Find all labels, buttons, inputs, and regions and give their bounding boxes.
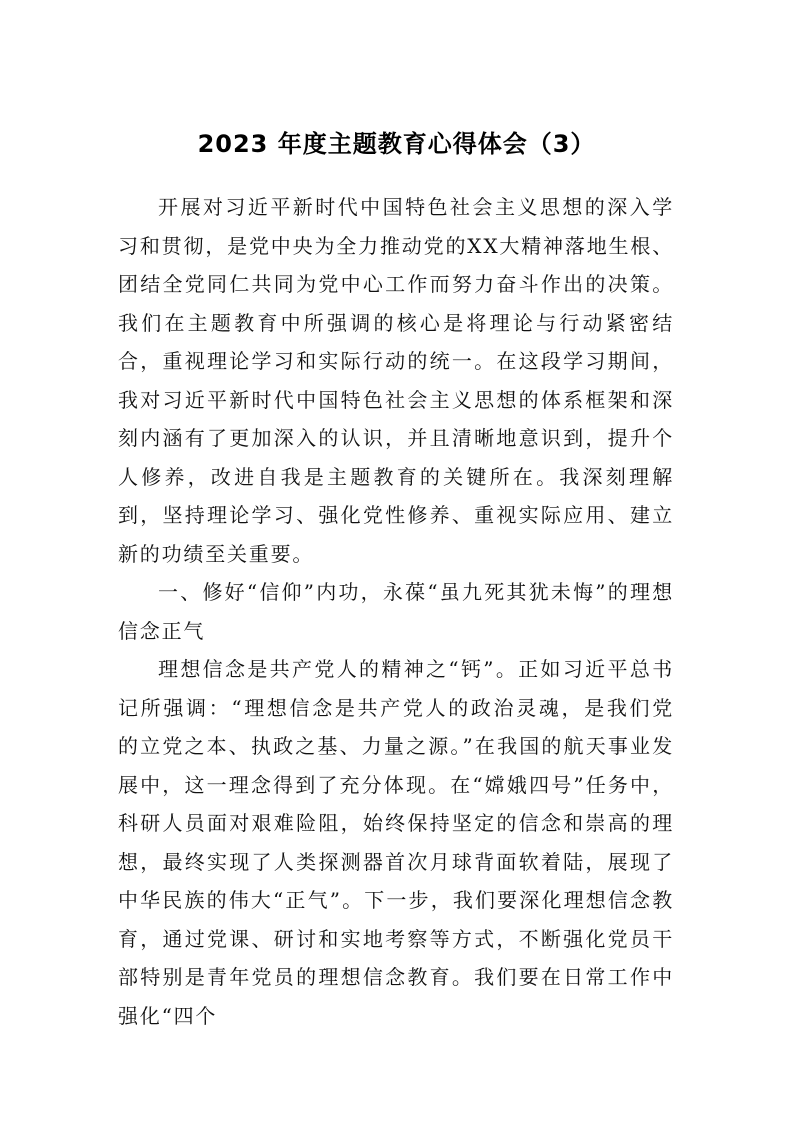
document-title: 2023 年度主题教育心得体会（3） xyxy=(197,130,596,158)
paragraph-ideals: 理想信念是共产党人的精神之“钙”。正如习近平总书记所强调：“理想信念是共产党人的政治灵魂，是我们党的立党之本、执政之基、力量之源。”在我国的航天事业发展中，这一理念得到了充分体现。在“嫦娥四号”任务中，科研人员面对艰难险阻，始终保持坚定的信念和崇高的理想，最终实现了人类探测器首次月球背面软着陆，展现了中华民族的伟大“正气”。下一步，我们要深化理想信念教育，通过党课、研讨和实地考察等方式，不断强化党员干部特别是青年党员的理想信念教育。我们要在日常工作中强化“四个 xyxy=(118,657,674,1028)
document-body xyxy=(118,188,674,1035)
section-heading-1: 一、修好“信仰”内功，永葆“虽九死其犹未悔”的理想信念正气 xyxy=(118,580,674,643)
paragraph-intro: 开展对习近平新时代中国特色社会主义思想的深入学习和贯彻，是党中央为全力推动党的XX大精神落地生根、团结全党同仁共同为党中心工作而努力奋斗作出的决策。我们在主题教育中所强调的核心是将理论与行动紧密结合，重视理论学习和实际行动的统一。在这段学习期间，我对习近平新时代中国特色社会主义思想的体系框架和深刻内涵有了更加深入的认识，并且清晰地意识到，提升个人修养，改进自我是主题教育的关键所在。我深刻理解到，坚持理论学习、强化党性修养、重视实际应用、建立新的功绩至关重要。 xyxy=(118,195,674,566)
